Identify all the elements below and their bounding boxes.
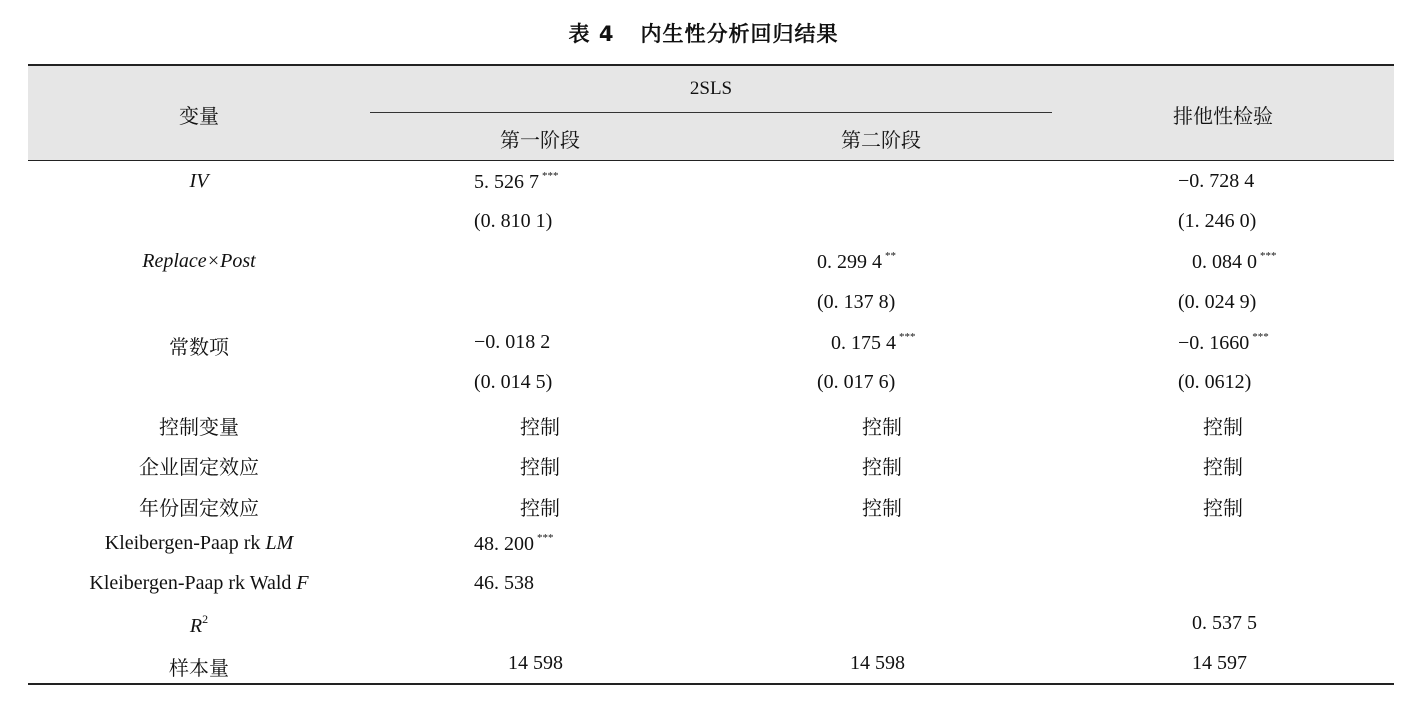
header-rule [28, 160, 1394, 161]
exclusion-cell: 0. 084 0 *** [1192, 250, 1277, 274]
row-label: 企业固定效应 [139, 455, 259, 480]
stage1-cell: 14 598 [508, 652, 563, 675]
stage2-cell: 0. 175 4 *** [831, 330, 916, 354]
row-label: 常数项 [169, 334, 229, 359]
row-label: Kleibergen-Paap rk Wald F [89, 571, 309, 594]
header-exclusion-test: 排他性检验 [1173, 104, 1273, 128]
table-number: 表 4 [568, 22, 615, 46]
table-row [28, 323, 1394, 363]
table-row [28, 363, 1394, 403]
table-row [28, 283, 1394, 323]
exclusion-cell: 0. 537 5 [1192, 612, 1257, 635]
stage2-cell: 0. 299 4 ** [817, 250, 896, 274]
group-rule [370, 112, 1052, 113]
table-row [28, 242, 1394, 282]
stage1-cell: (0. 810 1) [474, 210, 553, 233]
stage1-cell: 48. 200 *** [474, 531, 554, 555]
table-row: 控制变量 控制 控制 控制 [28, 403, 1394, 443]
header-stage1: 第一阶段 [500, 128, 580, 152]
row-label: Replace×Post [142, 250, 256, 273]
header-stage2: 第二阶段 [841, 128, 921, 152]
row-label: Kleibergen-Paap rk LM [104, 531, 294, 554]
table-caption [0, 18, 1407, 48]
stage1-cell: (0. 014 5) [474, 370, 553, 393]
table-row [28, 162, 1394, 202]
row-label: 年份固定效应 [139, 495, 259, 520]
stage1-cell: 5. 526 7 *** [474, 170, 559, 193]
stage1-cell: 46. 538 [474, 571, 534, 594]
row-label: 控制变量 [159, 415, 239, 440]
exclusion-cell: 14 597 [1192, 652, 1247, 675]
bottom-rule [28, 683, 1394, 685]
row-label: $R^2$ [189, 612, 209, 638]
exclusion-cell: (0. 024 9) [1178, 290, 1257, 313]
table-body [28, 162, 1394, 684]
table-row [28, 604, 1394, 644]
table-row [28, 202, 1394, 242]
header-2sls: 2SLS [689, 78, 733, 99]
table-row [28, 644, 1394, 684]
header-variable: 变量 [179, 104, 219, 128]
row-label: IV [189, 170, 209, 192]
table-row [28, 564, 1394, 604]
table-row [28, 524, 1394, 564]
table-title: 内生性分析回归结果 [640, 22, 839, 46]
stage2-cell: (0. 017 6) [817, 370, 896, 393]
exclusion-cell: −0. 728 4 [1178, 170, 1255, 192]
exclusion-cell: −0. 1660 *** [1178, 330, 1269, 354]
stage1-cell: −0. 018 2 [474, 330, 551, 353]
row-label: 样本量 [169, 656, 229, 681]
exclusion-cell: (1. 246 0) [1178, 210, 1257, 233]
stage2-cell: (0. 137 8) [817, 290, 896, 313]
exclusion-cell: (0. 0612) [1178, 370, 1252, 393]
table-row: 企业固定效应 控制 控制 控制 [28, 443, 1394, 483]
stage2-cell: 14 598 [850, 652, 905, 675]
table-row: 年份固定效应 控制 控制 控制 [28, 484, 1394, 524]
